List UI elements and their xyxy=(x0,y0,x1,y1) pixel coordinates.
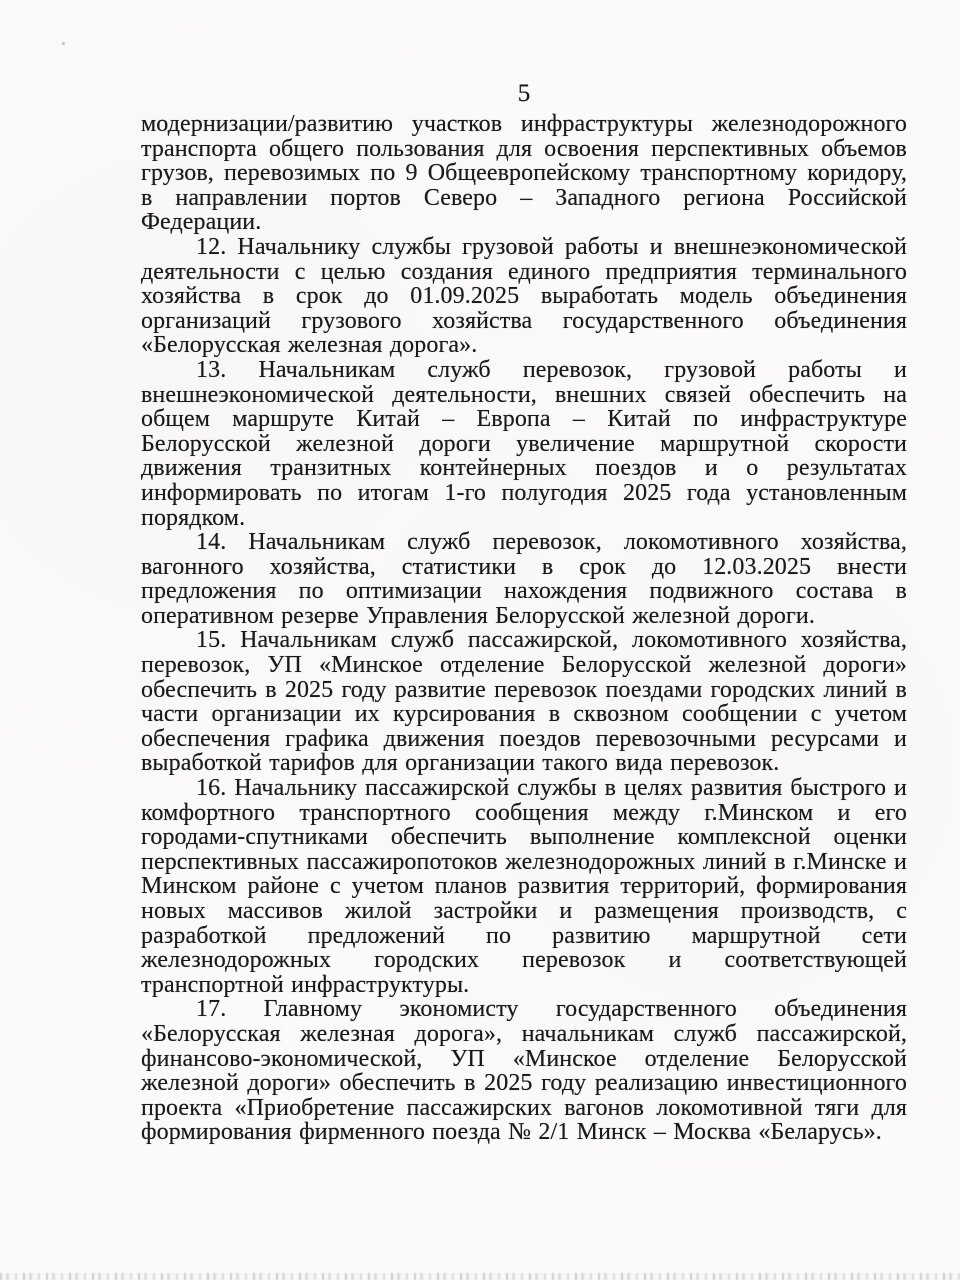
document-body xyxy=(141,112,907,1145)
paragraph: модернизации/развитию участков инфраструктуры железнодорожного транспорта общего пользования для освоения перспективных объемов грузов, перевозимых по 9 Общеевропейскому транспортному коридору, в направлении портов Северо – Западного региона Российской Федерации. xyxy=(141,111,907,236)
paragraph: 15. Начальникам служб пассажирской, локомотивного хозяйства, перевозок, УП «Минское отделение Белорусской железной дороги» обеспечить в 2025 году развитие перевозок поездами городских линий в части организации их курсирования в сквозном сообщении с учетом обеспечения графика движения поездов перевозочными ресурсами и выработкой тарифов для организации такого вида перевозок. xyxy=(141,627,907,777)
paragraph: 12. Начальнику службы грузовой работы и внешнеэкономической деятельности с целью создания единого предприятия терминального хозяйства в срок до 01.09.2025 выработать модель объединения организаций грузового хозяйства государственного объединения «Белорусская железная дорога». xyxy=(141,233,907,359)
page-number: 5 xyxy=(517,80,531,107)
paragraph: 16. Начальнику пассажирской службы в целях развития быстрого и комфортного транспортного сообщения между г.Минском и его городами-спутниками обеспечить выполнение комплексной оценки перспективных пассажиропотоков железнодорожных линий в г.Минске и Минском районе с учетом планов развития территорий, формирования новых массивов жилой застройки и размещения производств, с разработкой предложений по развитию маршрутной сети железнодорожных городских перевозок и соответствующей транспортной инфраструктуры. xyxy=(141,775,907,998)
scan-speck xyxy=(62,42,65,45)
paragraph: 17. Главному экономисту государственного объединения «Белорусская железная дорога», начальникам служб пассажирской, финансово-экономической, УП «Минское отделение Белорусской железной дороги» обеспечить в 2025 году реализацию инвестиционного проекта «Приобретение пассажирских вагонов локомотивной тяги для формирования фирменного поезда № 2/1 Минск – Москва «Беларусь». xyxy=(141,996,907,1146)
scan-artifact-bottom xyxy=(0,1273,960,1280)
paragraph: 13. Начальникам служб перевозок, грузовой работы и внешнеэкономической деятельности, внешних связей обеспечить на общем маршруте Китай – Европа – Китай по инфраструктуре Белорусской железной дороги увеличение маршрутной скорости движения транзитных контейнерных поездов и о результатах информировать по итогам 1-го полугодия 2025 года установленным порядком. xyxy=(141,356,907,531)
paragraph: 14. Начальникам служб перевозок, локомотивного хозяйства, вагонного хозяйства, статистики в срок до 12.03.2025 внести предложения по оптимизации нахождения подвижного состава в оперативном резерве Управления Белорусской железной дороги. xyxy=(141,529,907,629)
